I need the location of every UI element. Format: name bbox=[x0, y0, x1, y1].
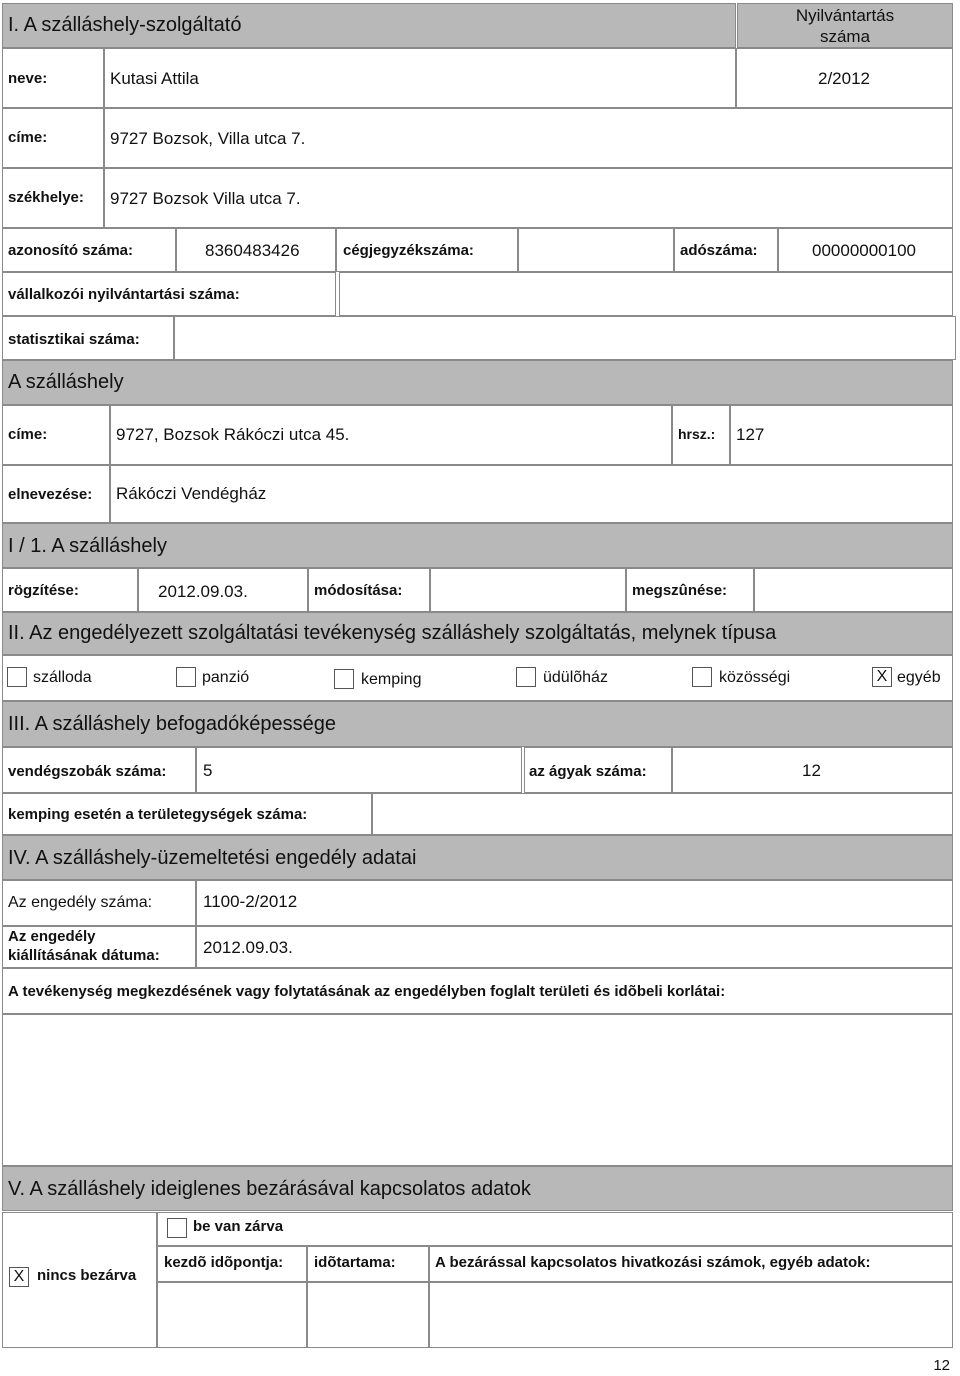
beds-label: az ágyak száma: bbox=[529, 763, 647, 780]
company-reg-value-cell[interactable] bbox=[518, 228, 674, 272]
provider-name-value: Kutasi Attila bbox=[110, 69, 199, 88]
provider-name-label: neve: bbox=[8, 70, 48, 87]
tax-value: 00000000100 bbox=[812, 241, 917, 260]
duration-value-cell[interactable] bbox=[307, 1282, 429, 1348]
restrictions-value-area[interactable] bbox=[2, 1014, 953, 1166]
section5-title: V. A szálláshely ideiglenes bezárásával kapcsolatos adatok bbox=[8, 1178, 531, 1200]
registration-value: 2/2012 bbox=[818, 69, 870, 88]
registration-label: Nyilvántartás száma bbox=[795, 6, 895, 46]
type-egyeb-checkbox[interactable]: X bbox=[872, 667, 892, 687]
camping-label: kemping esetén a területegységek száma: bbox=[8, 806, 308, 823]
ended-value-cell[interactable] bbox=[754, 568, 953, 612]
tax-label: adószáma: bbox=[680, 242, 758, 259]
recorded-value: 2012.09.03. bbox=[158, 582, 248, 601]
accommodation-title: A szálláshely bbox=[8, 371, 124, 393]
rooms-value-cell[interactable] bbox=[196, 747, 522, 793]
refs-value-cell[interactable] bbox=[429, 1282, 953, 1348]
hrsz-label: hrsz.: bbox=[678, 426, 716, 442]
type-udulohaz-checkbox[interactable] bbox=[516, 667, 536, 687]
provider-seat-label: székhelye: bbox=[8, 189, 84, 206]
accommodation-address-label: címe: bbox=[8, 426, 48, 443]
permit-no-label: Az engedély száma: bbox=[8, 894, 153, 911]
refs-label: A bezárással kapcsolatos hivatkozási számok, egyéb adatok: bbox=[435, 1254, 871, 1271]
permit-date-value-cell[interactable] bbox=[196, 926, 953, 968]
section2-title: II. Az engedélyezett szolgáltatási tevékenység szálláshely szolgáltatás, melynek típusa bbox=[8, 622, 777, 644]
rooms-value: 5 bbox=[203, 761, 213, 780]
closed-checkbox[interactable] bbox=[167, 1218, 187, 1238]
start-value-cell[interactable] bbox=[157, 1282, 307, 1348]
provider-address-label: címe: bbox=[8, 129, 48, 146]
type-kozossegi-label: közösségi bbox=[719, 669, 791, 686]
not-closed-label: nincs bezárva bbox=[37, 1267, 137, 1284]
recorded-label: rögzítése: bbox=[8, 582, 79, 599]
not-closed-checkbox[interactable]: X bbox=[9, 1267, 29, 1287]
camping-value-cell[interactable] bbox=[372, 793, 953, 835]
beds-value: 12 bbox=[802, 761, 821, 780]
type-szalloda-label: szálloda bbox=[33, 669, 92, 686]
provider-seat-value: 9727 Bozsok Villa utca 7. bbox=[110, 189, 301, 208]
permit-no-value-cell[interactable] bbox=[196, 880, 953, 926]
section1-1-title: I / 1. A szálláshely bbox=[8, 535, 167, 557]
section4-title: IV. A szálláshely-üzemeltetési engedély adatai bbox=[8, 847, 417, 869]
type-panzio-checkbox[interactable] bbox=[176, 667, 196, 687]
type-szalloda-checkbox[interactable] bbox=[7, 667, 27, 687]
ended-label: megszûnése: bbox=[632, 582, 728, 599]
permit-date-value: 2012.09.03. bbox=[203, 938, 293, 957]
section1-title: I. A szálláshely-szolgáltató bbox=[8, 14, 242, 36]
modified-value-cell[interactable] bbox=[430, 568, 626, 612]
type-kozossegi-checkbox[interactable] bbox=[692, 667, 712, 687]
accommodation-address-value: 9727, Bozsok Rákóczi utca 45. bbox=[116, 425, 350, 444]
page-number: 12 bbox=[933, 1357, 950, 1374]
modified-label: módosítása: bbox=[314, 582, 403, 599]
type-kemping-label: kemping bbox=[361, 671, 422, 688]
duration-label: idõtartama: bbox=[314, 1254, 396, 1271]
stat-label: statisztikai száma: bbox=[8, 331, 140, 348]
entrepreneur-value-cell[interactable] bbox=[339, 272, 953, 316]
hrsz-value: 127 bbox=[736, 425, 765, 444]
id-value: 8360483426 bbox=[205, 241, 300, 260]
closed-label: be van zárva bbox=[193, 1218, 284, 1235]
section3-title: III. A szálláshely befogadóképessége bbox=[8, 713, 337, 735]
accommodation-name-value: Rákóczi Vendégház bbox=[116, 484, 267, 503]
type-udulohaz-label: üdülõház bbox=[543, 669, 608, 686]
type-kemping-checkbox[interactable] bbox=[334, 669, 354, 689]
type-panzio-label: panzió bbox=[202, 669, 250, 686]
entrepreneur-label: vállalkozói nyilvántartási száma: bbox=[8, 286, 240, 303]
restrictions-label: A tevékenység megkezdésének vagy folytatásának az engedélyben foglalt területi és idõbeli korlátai: bbox=[8, 983, 726, 1000]
accommodation-name-label: elnevezése: bbox=[8, 486, 93, 503]
company-reg-label: cégjegyzékszáma: bbox=[343, 242, 474, 259]
permit-date-label: Az engedély kiállításának dátuma: bbox=[8, 928, 160, 964]
stat-value-cell[interactable] bbox=[174, 316, 956, 360]
start-label: kezdõ idõpontja: bbox=[164, 1254, 284, 1271]
provider-address-value: 9727 Bozsok, Villa utca 7. bbox=[110, 129, 306, 148]
type-egyeb-label: egyéb bbox=[897, 669, 941, 686]
accommodation-header bbox=[2, 360, 953, 405]
type-row bbox=[2, 655, 953, 701]
permit-no-value: 1100-2/2012 bbox=[203, 892, 298, 911]
id-label: azonosító száma: bbox=[8, 242, 134, 259]
rooms-label: vendégszobák száma: bbox=[8, 763, 167, 780]
